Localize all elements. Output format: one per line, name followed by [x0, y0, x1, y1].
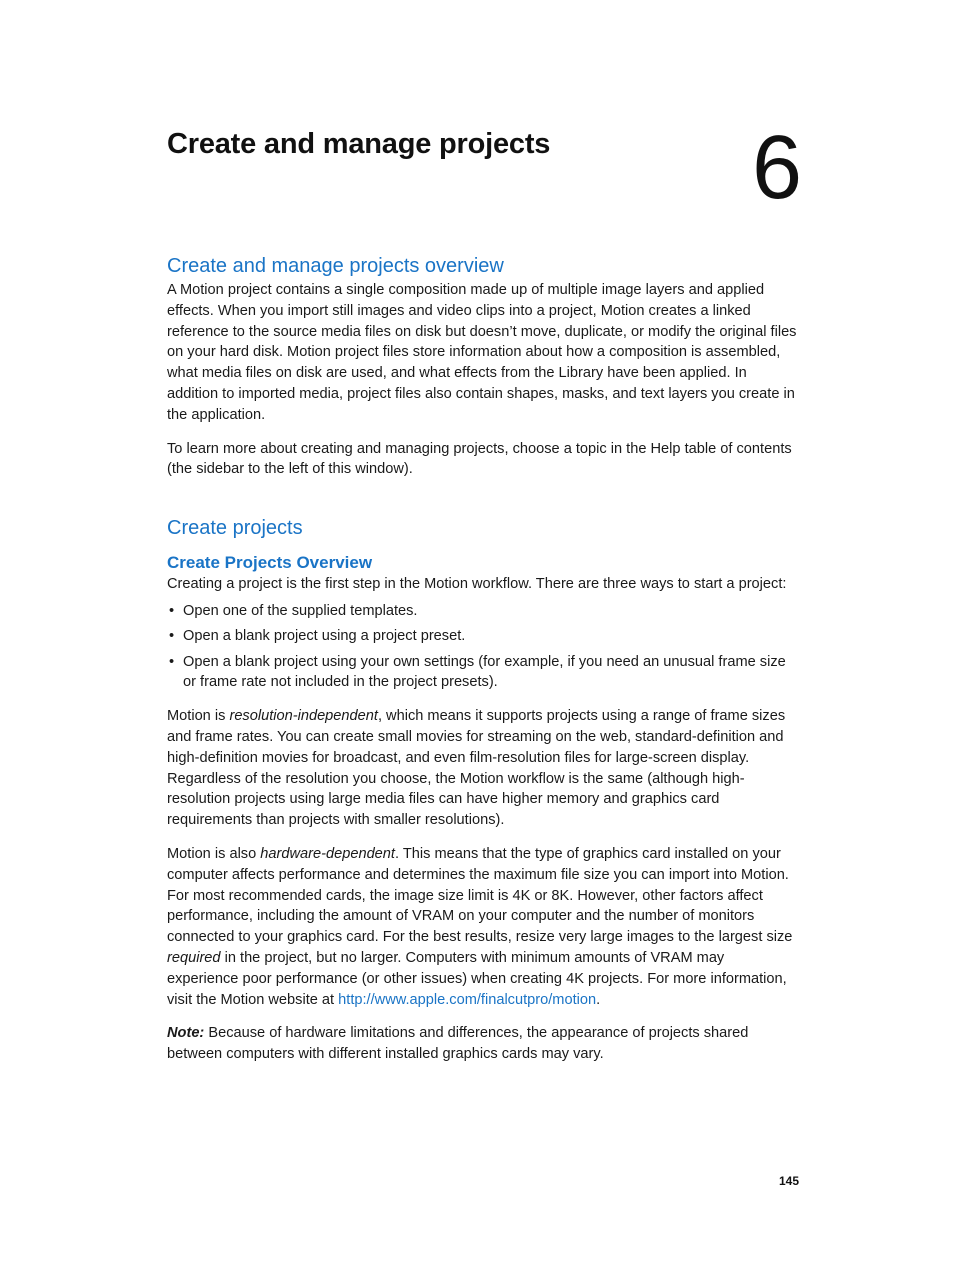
subheading-create-projects-overview: Create Projects Overview [167, 553, 373, 573]
chapter-number: 6 [752, 118, 803, 218]
list-item [167, 601, 797, 622]
resolution-paragraph [167, 706, 797, 831]
list-item-text: Open a blank project using your own settings (for example, if you need an unusual frame size or frame rate not included in the project presets). [183, 653, 786, 691]
hardware-paragraph [167, 844, 797, 1010]
section-heading-create-projects: Create projects [167, 517, 303, 540]
note-paragraph [167, 1023, 797, 1065]
start-options-list [167, 601, 797, 693]
bullet-icon: • [169, 653, 175, 670]
motion-website-link[interactable]: http://www.apple.com/finalcutpro/motion [338, 991, 597, 1008]
overview-paragraph-1: A Motion project contains a single composition made up of multiple image layers and applied effects. When you import still images and video clips into a project, Motion creates a linked reference to the source media files on disk but doesn’t move, duplicate, or modify the original files on your hard disk. Motion project files store information about how a composition is assembled, what media files on disk are used, and what effects from the Library have been applied. In addition to imported media, project files also contain shapes, masks, and text layers you create in the application. [167, 282, 797, 423]
create-projects-intro: Creating a project is the first step in the Motion workflow. There are three ways to start a project: [167, 576, 787, 593]
chapter-title: Create and manage projects [167, 128, 551, 160]
hardware-emphasis: hardware-dependent [260, 845, 395, 862]
hardware-text-middle: . This means that the type of graphics card installed on your computer affects performance and determines the maximum file size you can import into Motion. For most recommended cards, the image size limit is 4K or 8K. However, other factors affect performance, including the amount of VRAM on your computer and the number of monitors connected to your graphics card. For the best results, resize very large images to the largest size [167, 845, 793, 946]
list-item [167, 626, 797, 647]
resolution-text-start: Motion is [167, 708, 230, 725]
bullet-icon: • [169, 628, 175, 645]
required-emphasis: required [167, 949, 221, 966]
hardware-text-start: Motion is also [167, 845, 261, 862]
bullet-icon: • [169, 602, 175, 619]
page-number: 145 [779, 1174, 800, 1188]
list-item [167, 652, 797, 694]
page-content [167, 252, 797, 1065]
note-label: Note: [167, 1025, 205, 1042]
section-heading-overview: Create and manage projects overview [167, 255, 504, 277]
overview-paragraph-2: To learn more about creating and managing projects, choose a topic in the Help table of contents (the sidebar to the left of this window). [167, 440, 792, 478]
list-item-text: Open one of the supplied templates. [183, 602, 418, 619]
hardware-text-after: in the project, but no larger. Computers with minimum amounts of VRAM may experience poor performance (or other issues) when creating 4K projects. For more information, visit the Motion website at [167, 949, 787, 1008]
hardware-text-end: . [596, 991, 601, 1008]
list-item-text: Open a blank project using a project preset. [183, 628, 466, 645]
resolution-text-end: , which means it supports projects using a range of frame sizes and frame rates. You can create small movies for streaming on the web, standard-definition and high-definition movies for broadcast, and even film-resolution files for large-screen display. Regardless of the resolution you choose, the Motion workflow is the same (although high-resolution projects using large media files can have higher memory and graphics card requirements than projects with smaller resolutions). [167, 708, 786, 829]
note-text: Because of hardware limitations and differences, the appearance of projects shared between computers with different installed graphics cards may vary. [167, 1025, 749, 1063]
resolution-emphasis: resolution-independent [229, 708, 378, 725]
